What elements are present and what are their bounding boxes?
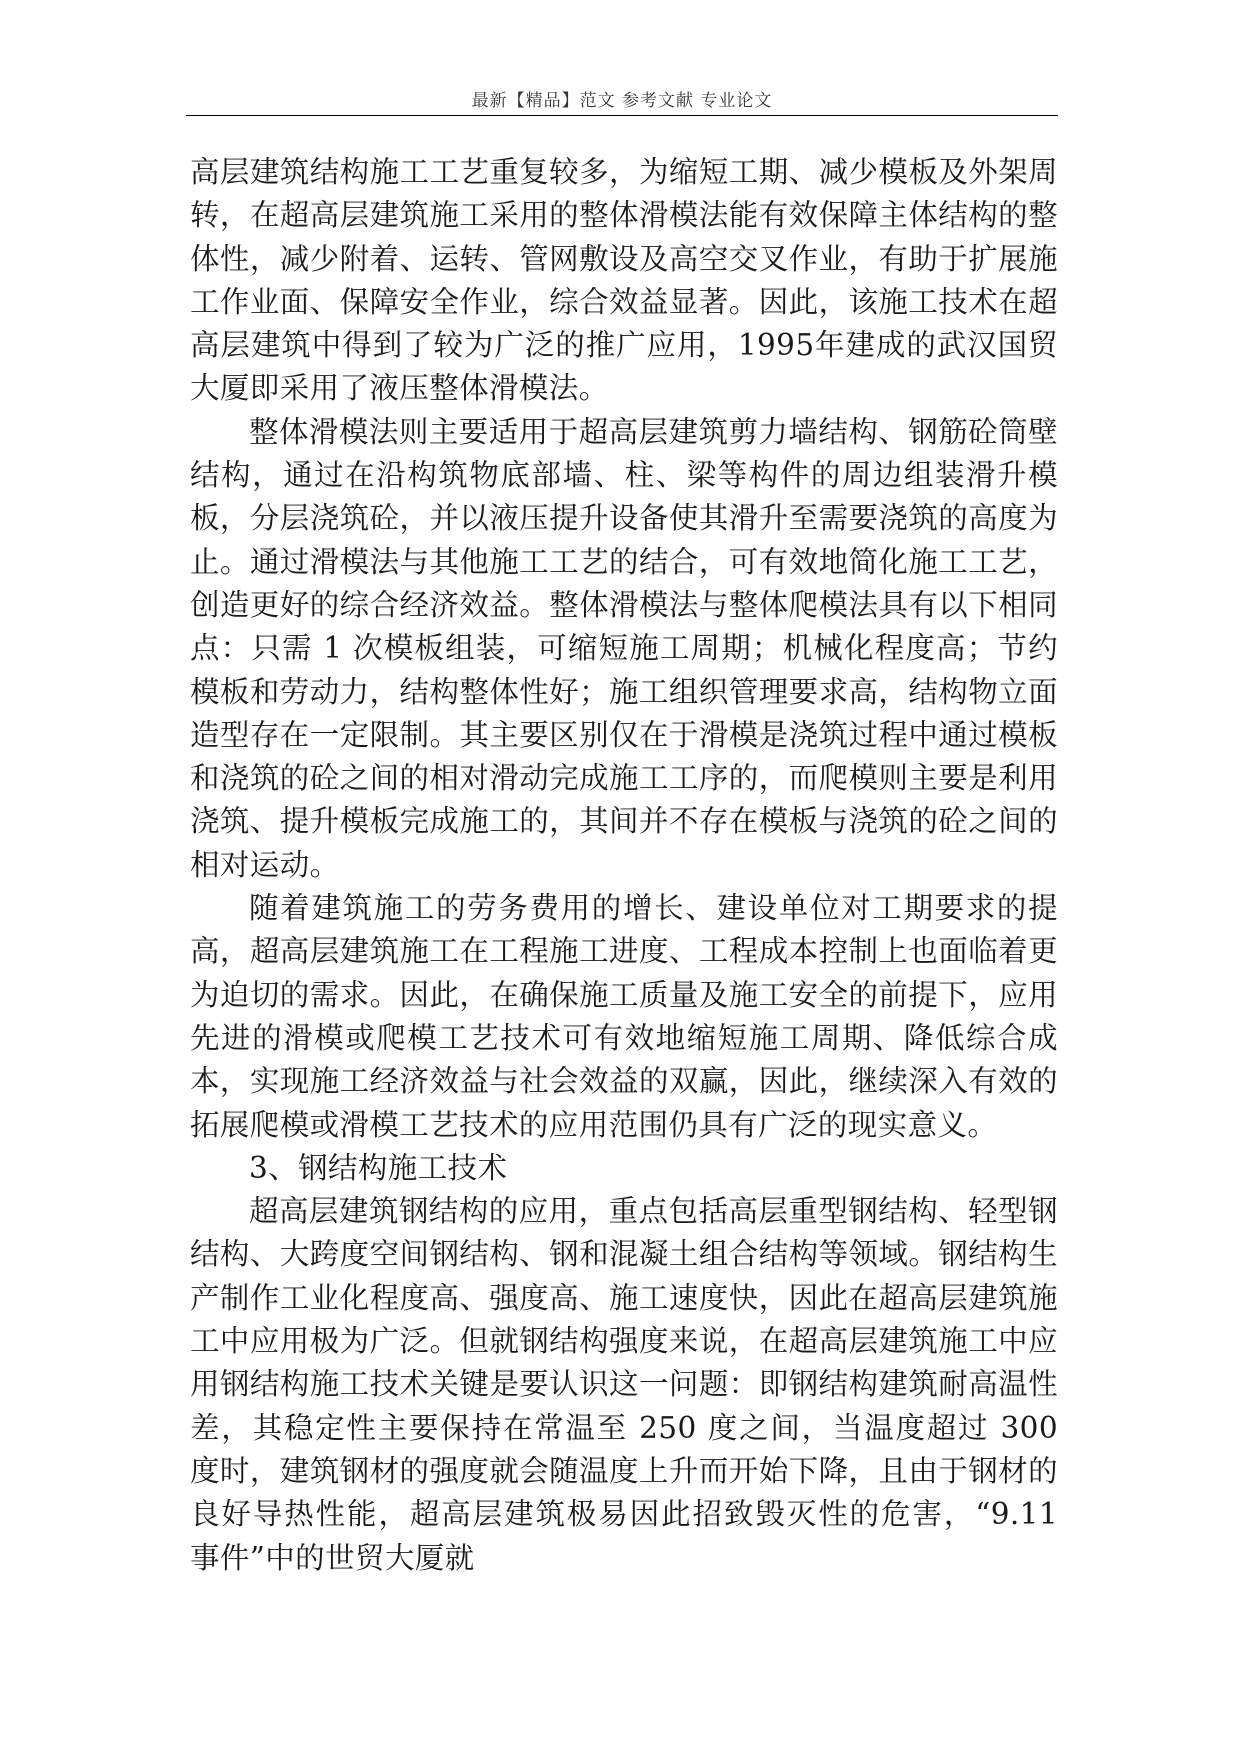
paragraph-steel-structure: 超高层建筑钢结构的应用，重点包括高层重型钢结构、轻型钢结构、大跨度空间钢结构、钢和混凝土组合结构等领域。钢结构生产制作工业化程度高、强度高、施工速度快，因此在超高层建筑施工中应用极为广泛。但就钢结构强度来说，在超高层建筑施工中应用钢结构施工技术关键是要认识这一问题：即钢结构建筑耐高温性差，其稳定性主要保持在常温至 250 度之间，当温度超过 300 度时，建筑钢材的强度就会随温度上升而开始下降，且由于钢材的良好导热性能，超高层建筑极易因此招致毁灭性的危害，“9.11 事件”中的世贸大厦就	[190, 1194, 1058, 1575]
section-heading-steel-structure: 3、钢结构施工技术	[249, 1150, 508, 1185]
paragraph-labor-costs: 随着建筑施工的劳务费用的增长、建设单位对工期要求的提高，超高层建筑施工在工程施工进度、工程成本控制上也面临着更为迫切的需求。因此，在确保施工质量及施工安全的前提下，应用先进的滑模或爬模工艺技术可有效地缩短施工周期、降低综合成本，实现施工经济效益与社会效益的双赢，因此，继续深入有效的拓展爬模或滑模工艺技术的应用范围仍具有广泛的现实意义。	[190, 891, 1058, 1142]
page-header: 最新【精品】范文 参考文献 专业论文	[471, 91, 773, 111]
paragraph-continuation: 高层建筑结构施工工艺重复较多，为缩短工期、减少模板及外架周转，在超高层建筑施工采用的整体滑模法能有效保障主体结构的整体性，减少附着、运转、管网敷设及高空交叉作业，有助于扩展施工作业面、保障安全作业，综合效益显著。因此，该施工技术在超高层建筑中得到了较为广泛的推广应用，1995年建成的武汉国贸大厦即采用了液压整体滑模法。	[190, 155, 1058, 406]
paragraph-sliding-formwork: 整体滑模法则主要适用于超高层建筑剪力墙结构、钢筋砼筒壁结构，通过在沿构筑物底部墙、柱、梁等构件的周边组装滑升模板，分层浇筑砼，并以液压提升设备使其滑升至需要浇筑的高度为止。通过滑模法与其他施工工艺的结合，可有效地简化施工工艺，创造更好的综合经济效益。整体滑模法与整体爬模法具有以下相同点：只需 1 次模板组装，可缩短施工周期；机械化程度高；节约模板和劳动力，结构整体性好；施工组织管理要求高，结构物立面造型存在一定限制。其主要区别仅在于滑模是浇筑过程中通过模板和浇筑的砼之间的相对滑动完成施工工序的，而爬模则主要是利用浇筑、提升模板完成施工的，其间并不存在模板与浇筑的砼之间的相对运动。	[190, 414, 1058, 882]
document-body	[190, 151, 1058, 1580]
header-divider	[186, 115, 1058, 116]
